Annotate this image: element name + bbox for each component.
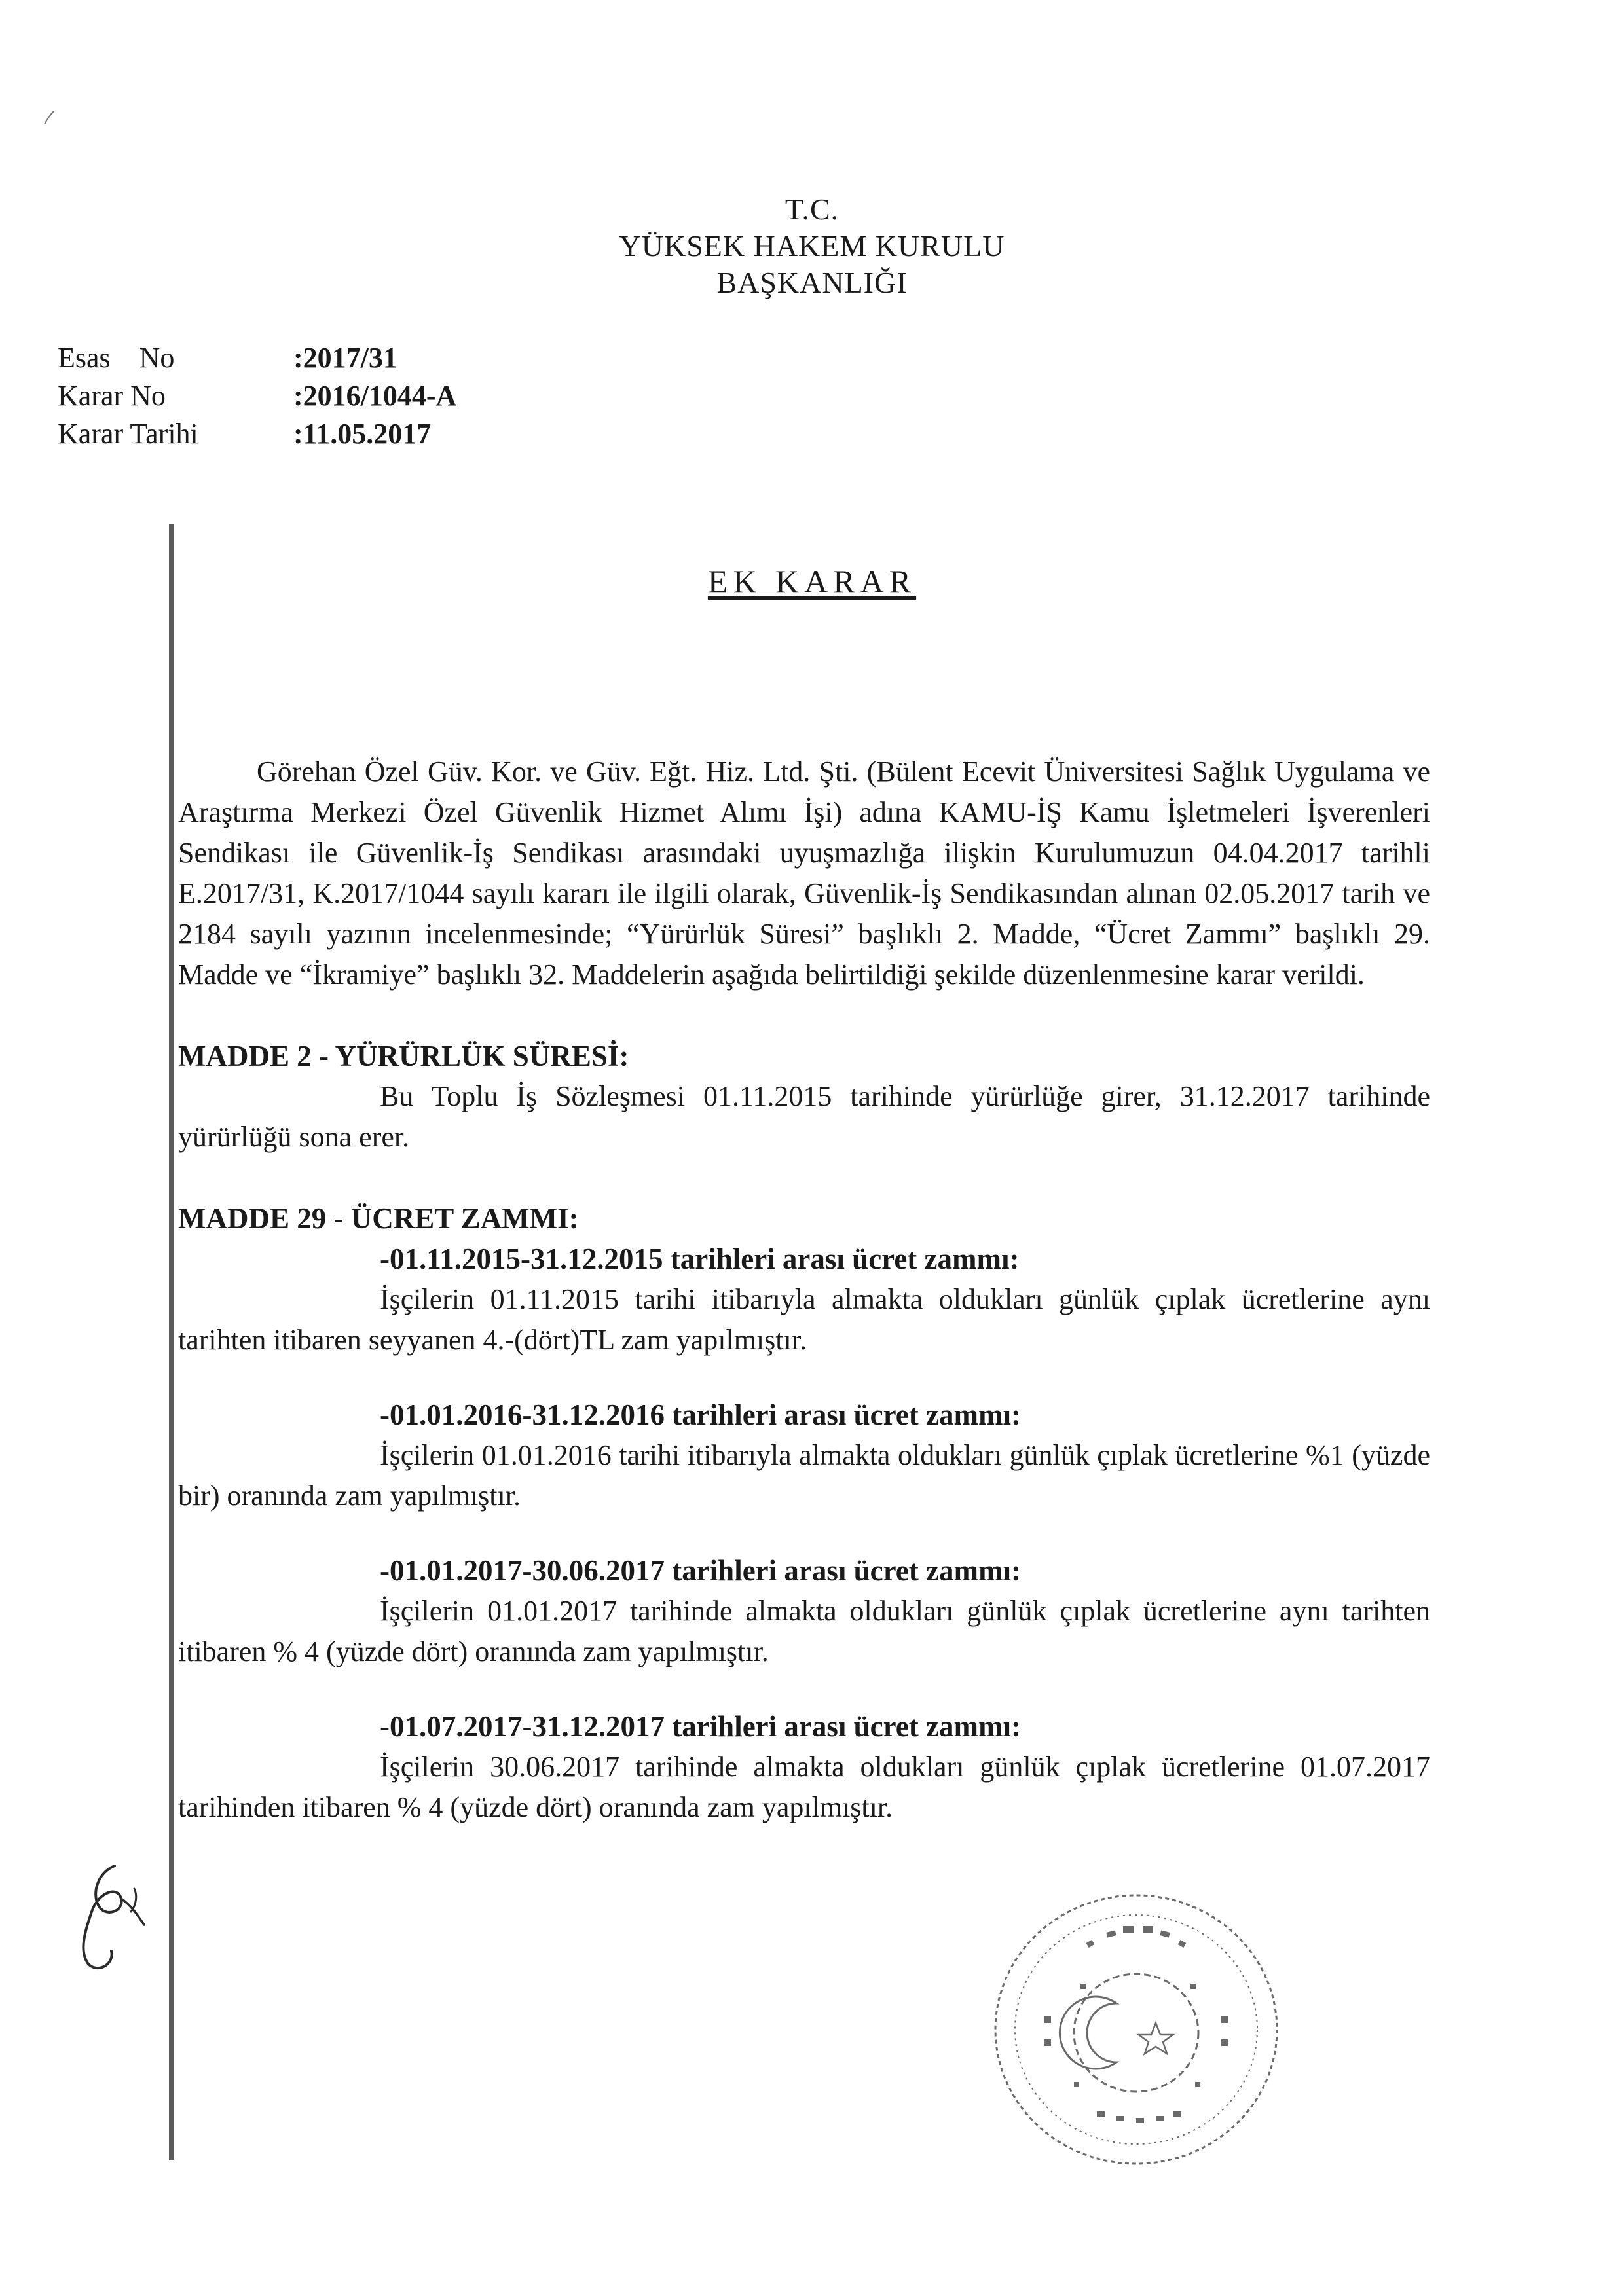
period-title: -01.11.2015-31.12.2015 tarihleri arası ücret zammı:: [380, 1243, 1020, 1275]
signature-icon: [52, 1853, 157, 1984]
period-title: -01.07.2017-31.12.2017 tarihleri arası ücret zammı:: [380, 1710, 1021, 1743]
period-text: İşçilerin 01.01.2017 tarihinde almakta oldukları günlük çıplak ücretlerine aynı tarihten itibaren % 4 (yüzde dört) oranında zam yapılmıştır.: [178, 1595, 1430, 1667]
meta-row-esas: [58, 339, 456, 377]
period-text: İşçilerin 01.11.2015 tarihi itibarıyla almakta oldukları günlük çıplak ücretlerine aynı tarihten itibaren seyyanen 4.-(dört)TL zam yapılmıştır.: [178, 1283, 1430, 1356]
karar-value: :2016/1044-A: [293, 380, 457, 412]
period-text: İşçilerin 30.06.2017 tarihinde almakta oldukları günlük çıplak ücretlerine 01.07.2017 tarihinden itibaren % 4 (yüzde dört) oranında zam yapılmıştır.: [178, 1751, 1430, 1823]
header-tc: T.C.: [784, 192, 840, 226]
document-header: [0, 191, 1624, 301]
margin-bar: [169, 524, 174, 2160]
header-presidency: BAŞKANLIĞI: [716, 266, 908, 299]
period-title: -01.01.2016-31.12.2016 tarihleri arası ücret zammı:: [380, 1398, 1021, 1431]
madde29-heading: MADDE 29 - ÜCRET ZAMMI:: [178, 1202, 579, 1235]
tarih-label: Karar Tarihi: [58, 418, 198, 450]
period-text: İşçilerin 01.01.2016 tarihi itibarıyla almakta oldukları günlük çıplak ücretlerine %1 (yüzde bir) oranında zam yapılmıştır.: [178, 1439, 1430, 1512]
document-body: [178, 752, 1430, 1828]
esas-value: :2017/31: [293, 342, 397, 374]
stray-mark-icon: [39, 105, 65, 131]
header-institution: YÜKSEK HAKEM KURULU: [619, 229, 1005, 263]
tarih-value: :11.05.2017: [293, 418, 432, 450]
karar-label: Karar No: [58, 380, 166, 412]
intro-paragraph: Görehan Özel Güv. Kor. ve Güv. Eğt. Hiz. Ltd. Şti. (Bülent Ecevit Üniversitesi Sağlık Uygulama ve Araştırma Merkezi Özel Güvenlik Hizmet Alımı İşi) adına KAMU-İŞ Kamu İşletmeleri İşverenleri Sendikası ile Güvenlik-İş Sendikası arasındaki uyuşmazlığa ilişkin Kurulumuzun 04.04.2017 tarihli E.2017/31, K.2017/1044 sayılı kararı ile ilgili olarak, Güvenlik-İş Sendikasından alınan 02.05.2017 tarih ve 2184 sayılı yazının incelenmesinde; “Yürürlük Süresi” başlıklı 2. Madde, “Ücret Zammı” başlıklı 29. Madde ve “İkramiye” başlıklı 32. Maddelerin aşağıda belirtildiği şekilde düzenlenmesine karar verildi.: [178, 756, 1430, 991]
case-meta: [58, 339, 456, 453]
document-title: EK KARAR: [707, 563, 917, 600]
meta-row-tarih: [58, 415, 456, 453]
esas-label: Esas No: [58, 342, 175, 374]
official-seal-icon: [982, 1886, 1290, 2174]
madde2-text: Bu Toplu İş Sözleşmesi 01.11.2015 tarihinde yürürlüğe girer, 31.12.2017 tarihinde yürürlüğü sona erer.: [178, 1080, 1430, 1153]
madde2-heading: MADDE 2 - YÜRÜRLÜK SÜRESİ:: [178, 1040, 629, 1072]
meta-row-karar: [58, 377, 456, 415]
period-title: -01.01.2017-30.06.2017 tarihleri arası ücret zammı:: [380, 1554, 1021, 1587]
